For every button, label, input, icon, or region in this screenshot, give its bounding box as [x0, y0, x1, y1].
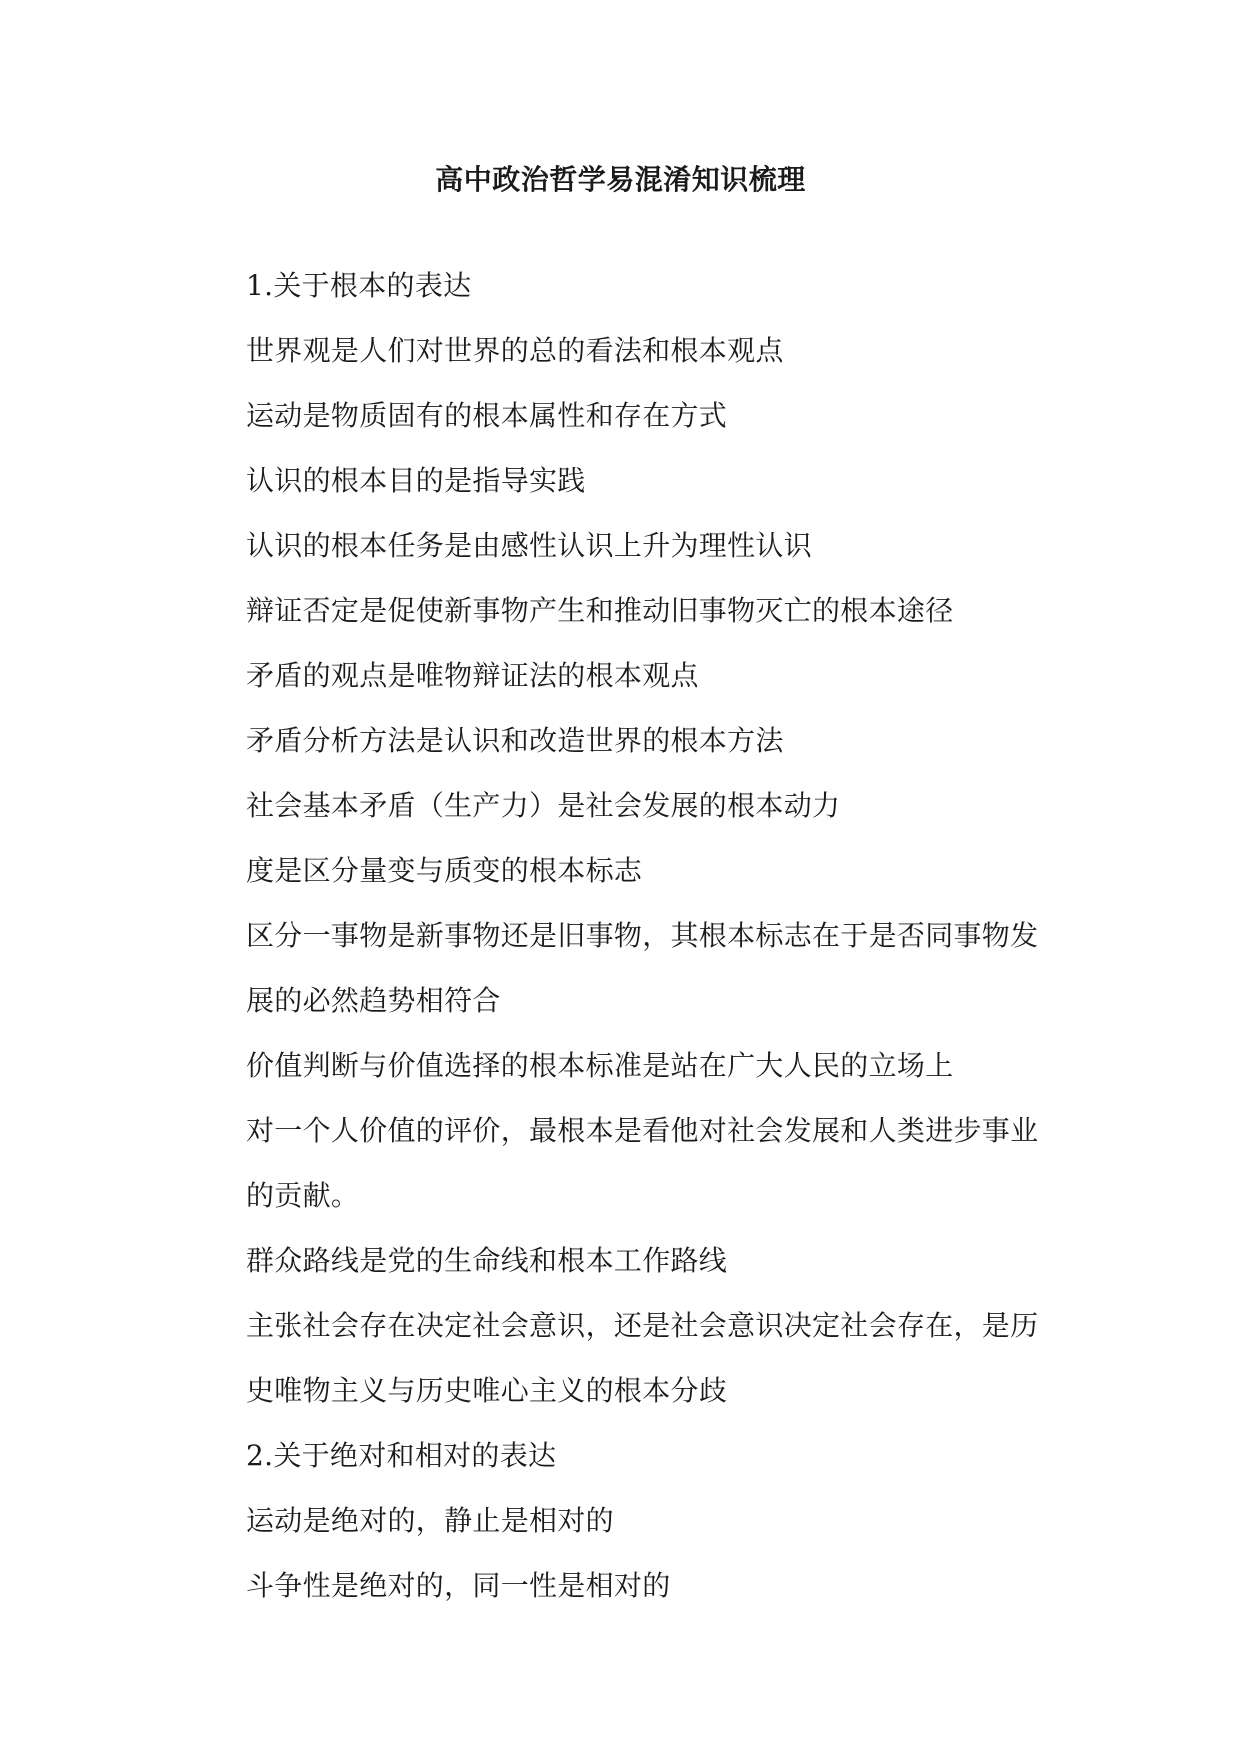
section-heading-fundamental: 1.关于根本的表达	[246, 269, 472, 302]
body-line: 展的必然趋势相符合	[246, 984, 501, 1017]
document-title: 高中政治哲学易混淆知识梳理	[435, 163, 806, 196]
body-line: 矛盾分析方法是认识和改造世界的根本方法	[246, 724, 784, 757]
body-line: 度是区分量变与质变的根本标志	[246, 854, 643, 887]
body-line: 的贡献。	[246, 1179, 360, 1212]
body-line: 价值判断与价值选择的根本标准是站在广大人民的立场上	[246, 1049, 954, 1082]
section-heading-absolute-relative: 2.关于绝对和相对的表达	[246, 1439, 557, 1472]
body-line: 世界观是人们对世界的总的看法和根本观点	[246, 334, 784, 367]
body-line: 矛盾的观点是唯物辩证法的根本观点	[246, 659, 699, 692]
body-line: 运动是绝对的，静止是相对的	[246, 1504, 614, 1537]
body-line: 认识的根本任务是由感性认识上升为理性认识	[246, 529, 813, 562]
body-line: 斗争性是绝对的，同一性是相对的	[246, 1569, 671, 1602]
body-line: 主张社会存在决定社会意识，还是社会意识决定社会存在，是历	[246, 1309, 1039, 1342]
body-line: 运动是物质固有的根本属性和存在方式	[246, 399, 728, 432]
body-line: 社会基本矛盾（生产力）是社会发展的根本动力	[246, 789, 841, 822]
document-body	[246, 253, 1056, 1618]
body-line: 区分一事物是新事物还是旧事物，其根本标志在于是否同事物发	[246, 919, 1039, 952]
body-line: 认识的根本目的是指导实践	[246, 464, 586, 497]
body-line: 对一个人价值的评价，最根本是看他对社会发展和人类进步事业	[246, 1114, 1039, 1147]
body-line: 史唯物主义与历史唯心主义的根本分歧	[246, 1374, 728, 1407]
body-line: 群众路线是党的生命线和根本工作路线	[246, 1244, 728, 1277]
body-line: 辩证否定是促使新事物产生和推动旧事物灭亡的根本途径	[246, 594, 954, 627]
